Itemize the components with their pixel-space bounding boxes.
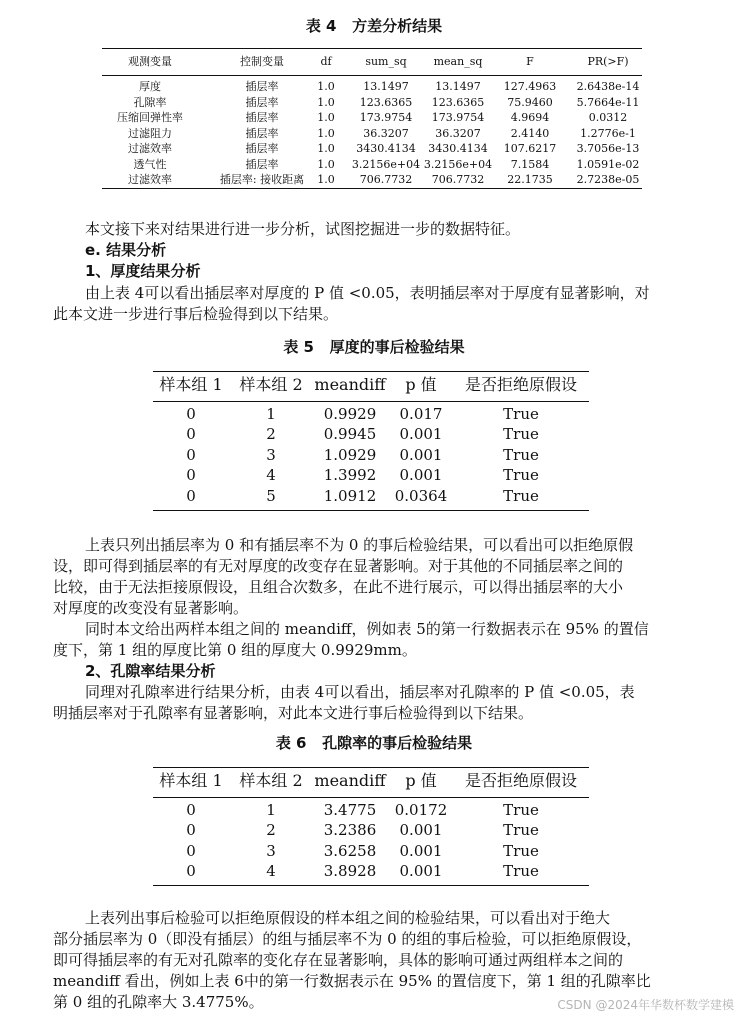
cell-group-2: 4 bbox=[266, 466, 276, 485]
table-row bbox=[102, 110, 642, 126]
paragraph-table5-explain-line3: 比较，由于无法拒接原假设，且组合次数多，在此不进行展示，可以得出插层率的大小 bbox=[53, 578, 624, 596]
cell-control-variable: 插层率 bbox=[245, 157, 279, 171]
paragraph-table6-explain-line2: 部分插层率为 0（即没有插层）的组与插层率不为 0 的组的事后检验，可以拒绝原假设， bbox=[53, 930, 642, 948]
paragraph-table5-explain-line2: 设，即可得到插层率的有无对厚度的改变存在显著影响。对于其他的不同插层率之间的 bbox=[53, 557, 624, 575]
cell-pr-f: 1.0591e-02 bbox=[576, 157, 640, 171]
cell-control-variable: 插层率 bbox=[245, 80, 279, 93]
cell-p-value: 0.001 bbox=[399, 821, 443, 840]
table-row bbox=[102, 79, 642, 95]
cell-control-variable: 插层率 bbox=[245, 142, 279, 155]
paragraph-intro: 本文接下来对结果进行进一步分析，试图挖掘进一步的数据特征。 bbox=[85, 220, 521, 238]
table-row bbox=[102, 172, 642, 188]
cell-p-value: 0.001 bbox=[399, 841, 443, 860]
cell-p-value: 0.001 bbox=[399, 425, 443, 444]
cell-df: 1.0 bbox=[317, 173, 335, 186]
cell-sum-sq: 173.9754 bbox=[359, 111, 413, 124]
section-2-heading: 2、孔隙率结果分析 bbox=[85, 662, 216, 680]
cell-group-2: 1 bbox=[266, 801, 276, 819]
cell-meandiff: meandiff bbox=[314, 771, 386, 790]
table-row bbox=[0, 820, 748, 840]
cell-group-2: 样本组 2 bbox=[239, 375, 303, 394]
table6-bottom-rule bbox=[153, 885, 589, 886]
cell-reject-null: True bbox=[503, 486, 539, 505]
paragraph-thickness-line1: 由上表 4可以看出插层率对厚度的 P 值 <0.05，表明插层率对于厚度有显著影响，对 bbox=[85, 284, 650, 302]
table-row bbox=[0, 800, 748, 820]
cell-df: 1.0 bbox=[317, 142, 335, 155]
table6-mid-rule bbox=[153, 797, 589, 798]
paragraph-table5-explain-line4: 对厚度的改变没有显著影响。 bbox=[53, 599, 249, 617]
cell-meandiff: meandiff bbox=[314, 375, 386, 394]
cell-meandiff: 1.0912 bbox=[323, 486, 377, 505]
cell-f-value: 7.1584 bbox=[510, 157, 550, 171]
cell-reject-null: True bbox=[503, 466, 539, 485]
cell-group-1: 0 bbox=[186, 801, 196, 819]
table-row bbox=[0, 445, 748, 465]
cell-meandiff: 3.6258 bbox=[323, 841, 377, 860]
table5-mid-rule bbox=[153, 401, 589, 402]
cell-sum-sq: 706.7732 bbox=[359, 173, 413, 186]
cell-group-1: 0 bbox=[186, 445, 196, 464]
cell-p-value: p 值 bbox=[405, 771, 437, 790]
cell-sum-sq: 3.2156e+04 bbox=[351, 157, 421, 171]
table-row bbox=[102, 95, 642, 111]
cell-meandiff: 0.9945 bbox=[323, 425, 377, 444]
table5-header-row bbox=[0, 375, 748, 395]
cell-group-1: 0 bbox=[186, 405, 196, 423]
table4-mid-rule bbox=[102, 75, 642, 76]
cell-reject-null: True bbox=[503, 425, 539, 444]
cell-reject-null: 是否拒绝原假设 bbox=[464, 771, 577, 790]
table6-header-row bbox=[0, 771, 748, 791]
cell-mean-sq: 123.6365 bbox=[431, 95, 485, 109]
cell-pr-f: PR(>F) bbox=[587, 55, 629, 68]
paragraph-table6-explain-line5: 第 0 组的孔隙率大 3.4775%。 bbox=[53, 993, 264, 1011]
paragraph-porosity-line1: 同理对孔隙率进行结果分析，由表 4可以看出，插层率对孔隙率的 P 值 <0.05，表 bbox=[85, 683, 635, 701]
cell-f-value: 107.6217 bbox=[503, 142, 557, 155]
cell-meandiff: 3.4775 bbox=[323, 801, 377, 819]
cell-group-1: 0 bbox=[186, 486, 196, 505]
cell-pr-f: 3.7056e-13 bbox=[576, 142, 640, 155]
paragraph-table5-explain-line1: 上表只列出插层率为 0 和有插层率不为 0 的事后检验结果，可以看出可以拒绝原假 bbox=[85, 536, 634, 554]
cell-group-1: 0 bbox=[186, 425, 196, 444]
cell-mean-sq: 3.2156e+04 bbox=[423, 157, 493, 171]
cell-mean-sq: 36.3207 bbox=[435, 126, 481, 140]
table-row bbox=[102, 157, 642, 173]
table4-bottom-rule bbox=[102, 188, 642, 189]
cell-reject-null: True bbox=[503, 801, 539, 819]
cell-observed-variable: 过滤阻力 bbox=[128, 126, 172, 140]
cell-pr-f: 5.7664e-11 bbox=[576, 95, 640, 109]
cell-observed-variable: 透气性 bbox=[133, 157, 167, 171]
cell-f-value: 22.1735 bbox=[507, 173, 553, 186]
cell-mean-sq: 706.7732 bbox=[431, 173, 485, 186]
cell-control-variable: 插层率 bbox=[245, 111, 279, 124]
paragraph-table6-explain-line4: meandiff 看出，例如上表 6中的第一行数据表示在 95% 的置信度下，第 1 组的孔隙率比 bbox=[53, 972, 651, 990]
cell-p-value: 0.001 bbox=[399, 445, 443, 464]
table-row bbox=[0, 841, 748, 861]
table-row bbox=[0, 486, 748, 506]
cell-pr-f: 2.7238e-05 bbox=[576, 173, 640, 186]
paragraph-meandiff-line1: 同时本文给出两样本组之间的 meandiff，例如表 5的第一行数据表示在 95% 的置信 bbox=[85, 620, 649, 638]
paragraph-table6-explain-line1: 上表列出事后检验可以拒绝原假设的样本组之间的检验结果，可以看出对于绝大 bbox=[85, 909, 611, 927]
cell-group-2: 5 bbox=[266, 486, 276, 505]
cell-control-variable: 插层率 bbox=[245, 126, 279, 140]
table4-header-row bbox=[102, 54, 642, 70]
cell-reject-null: 是否拒绝原假设 bbox=[464, 375, 577, 394]
cell-df: 1.0 bbox=[317, 95, 335, 109]
cell-p-value: 0.017 bbox=[399, 405, 443, 423]
cell-meandiff: 3.2386 bbox=[323, 821, 377, 840]
table-row bbox=[102, 126, 642, 142]
table6-caption: 表 6 孔隙率的事后检验结果 bbox=[275, 734, 473, 752]
cell-f-value: 75.9460 bbox=[507, 95, 553, 109]
cell-mean-sq: mean_sq bbox=[433, 55, 483, 68]
cell-f-value: 127.4963 bbox=[503, 80, 557, 93]
cell-group-1: 样本组 1 bbox=[159, 375, 223, 394]
paragraph-thickness-line2: 此本文进一步进行事后检验得到以下结果。 bbox=[53, 305, 339, 323]
cell-pr-f: 2.6438e-14 bbox=[576, 80, 640, 93]
cell-reject-null: True bbox=[503, 862, 539, 881]
paragraph-porosity-line2: 明插层率对于孔隙率有显著影响，对此本文进行事后检验得到以下结果。 bbox=[53, 704, 534, 722]
table-row bbox=[0, 404, 748, 424]
cell-p-value: 0.001 bbox=[399, 466, 443, 485]
table-row bbox=[0, 424, 748, 444]
cell-group-2: 2 bbox=[266, 821, 276, 840]
cell-df: 1.0 bbox=[317, 157, 335, 171]
cell-observed-variable: 观测变量 bbox=[128, 55, 172, 68]
cell-mean-sq: 173.9754 bbox=[431, 111, 485, 124]
cell-control-variable: 控制变量 bbox=[240, 55, 284, 68]
cell-group-2: 3 bbox=[266, 445, 276, 464]
cell-observed-variable: 过滤效率 bbox=[128, 142, 172, 155]
cell-sum-sq: 36.3207 bbox=[363, 126, 409, 140]
table5-top-rule bbox=[153, 371, 589, 372]
cell-df: 1.0 bbox=[317, 126, 335, 140]
cell-group-2: 4 bbox=[266, 862, 276, 881]
cell-group-2: 样本组 2 bbox=[239, 771, 303, 790]
cell-p-value: 0.0364 bbox=[394, 486, 448, 505]
cell-group-1: 0 bbox=[186, 862, 196, 881]
cell-df: 1.0 bbox=[317, 80, 335, 93]
cell-f-value: F bbox=[526, 55, 534, 68]
cell-p-value: 0.001 bbox=[399, 862, 443, 881]
cell-meandiff: 1.3992 bbox=[323, 466, 377, 485]
cell-sum-sq: sum_sq bbox=[365, 55, 407, 68]
table-row bbox=[0, 861, 748, 881]
cell-group-1: 样本组 1 bbox=[159, 771, 223, 790]
cell-group-1: 0 bbox=[186, 841, 196, 860]
cell-pr-f: 1.2776e-1 bbox=[580, 126, 636, 140]
cell-meandiff: 3.8928 bbox=[323, 862, 377, 881]
section-e-heading: e. 结果分析 bbox=[85, 241, 167, 259]
cell-mean-sq: 13.1497 bbox=[435, 80, 481, 93]
cell-reject-null: True bbox=[503, 405, 539, 423]
cell-reject-null: True bbox=[503, 445, 539, 464]
cell-group-2: 2 bbox=[266, 425, 276, 444]
watermark: CSDN @2024年华数杯数学建模 bbox=[557, 998, 734, 1012]
paragraph-table6-explain-line3: 即可得插层率的有无对孔隙率的变化存在显著影响，具体的影响可通过两组样本之间的 bbox=[53, 951, 624, 969]
table4-caption: 表 4 方差分析结果 bbox=[305, 17, 443, 35]
table5-bottom-rule bbox=[153, 510, 589, 511]
cell-sum-sq: 123.6365 bbox=[359, 95, 413, 109]
cell-df: 1.0 bbox=[317, 111, 335, 124]
cell-observed-variable: 过滤效率 bbox=[128, 173, 172, 186]
cell-meandiff: 1.0929 bbox=[323, 445, 377, 464]
cell-meandiff: 0.9929 bbox=[323, 405, 377, 423]
cell-p-value: p 值 bbox=[405, 375, 437, 394]
section-1-heading: 1、厚度结果分析 bbox=[85, 262, 201, 280]
cell-f-value: 2.4140 bbox=[510, 126, 550, 140]
cell-control-variable: 插层率 bbox=[245, 95, 279, 109]
cell-sum-sq: 13.1497 bbox=[363, 80, 409, 93]
cell-group-1: 0 bbox=[186, 466, 196, 485]
cell-group-2: 1 bbox=[266, 405, 276, 423]
cell-sum-sq: 3430.4134 bbox=[356, 142, 416, 155]
cell-reject-null: True bbox=[503, 821, 539, 840]
cell-group-2: 3 bbox=[266, 841, 276, 860]
table6-top-rule bbox=[153, 767, 589, 768]
cell-pr-f: 0.0312 bbox=[588, 111, 628, 124]
cell-reject-null: True bbox=[503, 841, 539, 860]
cell-p-value: 0.0172 bbox=[394, 801, 448, 819]
cell-observed-variable: 厚度 bbox=[139, 80, 161, 93]
cell-observed-variable: 压缩回弹性率 bbox=[117, 111, 183, 124]
table4-top-rule bbox=[102, 48, 642, 49]
paragraph-meandiff-line2: 度下，第 1 组的厚度比第 0 组的厚度大 0.9929mm。 bbox=[53, 641, 417, 659]
table-row bbox=[102, 141, 642, 157]
cell-mean-sq: 3430.4134 bbox=[428, 142, 488, 155]
cell-group-1: 0 bbox=[186, 821, 196, 840]
cell-f-value: 4.9694 bbox=[510, 111, 550, 124]
cell-control-variable: 插层率: 接收距离 bbox=[219, 173, 305, 186]
table-row bbox=[0, 465, 748, 485]
cell-df: df bbox=[320, 55, 332, 68]
cell-observed-variable: 孔隙率 bbox=[133, 95, 167, 109]
table5-caption: 表 5 厚度的事后检验结果 bbox=[283, 338, 465, 356]
